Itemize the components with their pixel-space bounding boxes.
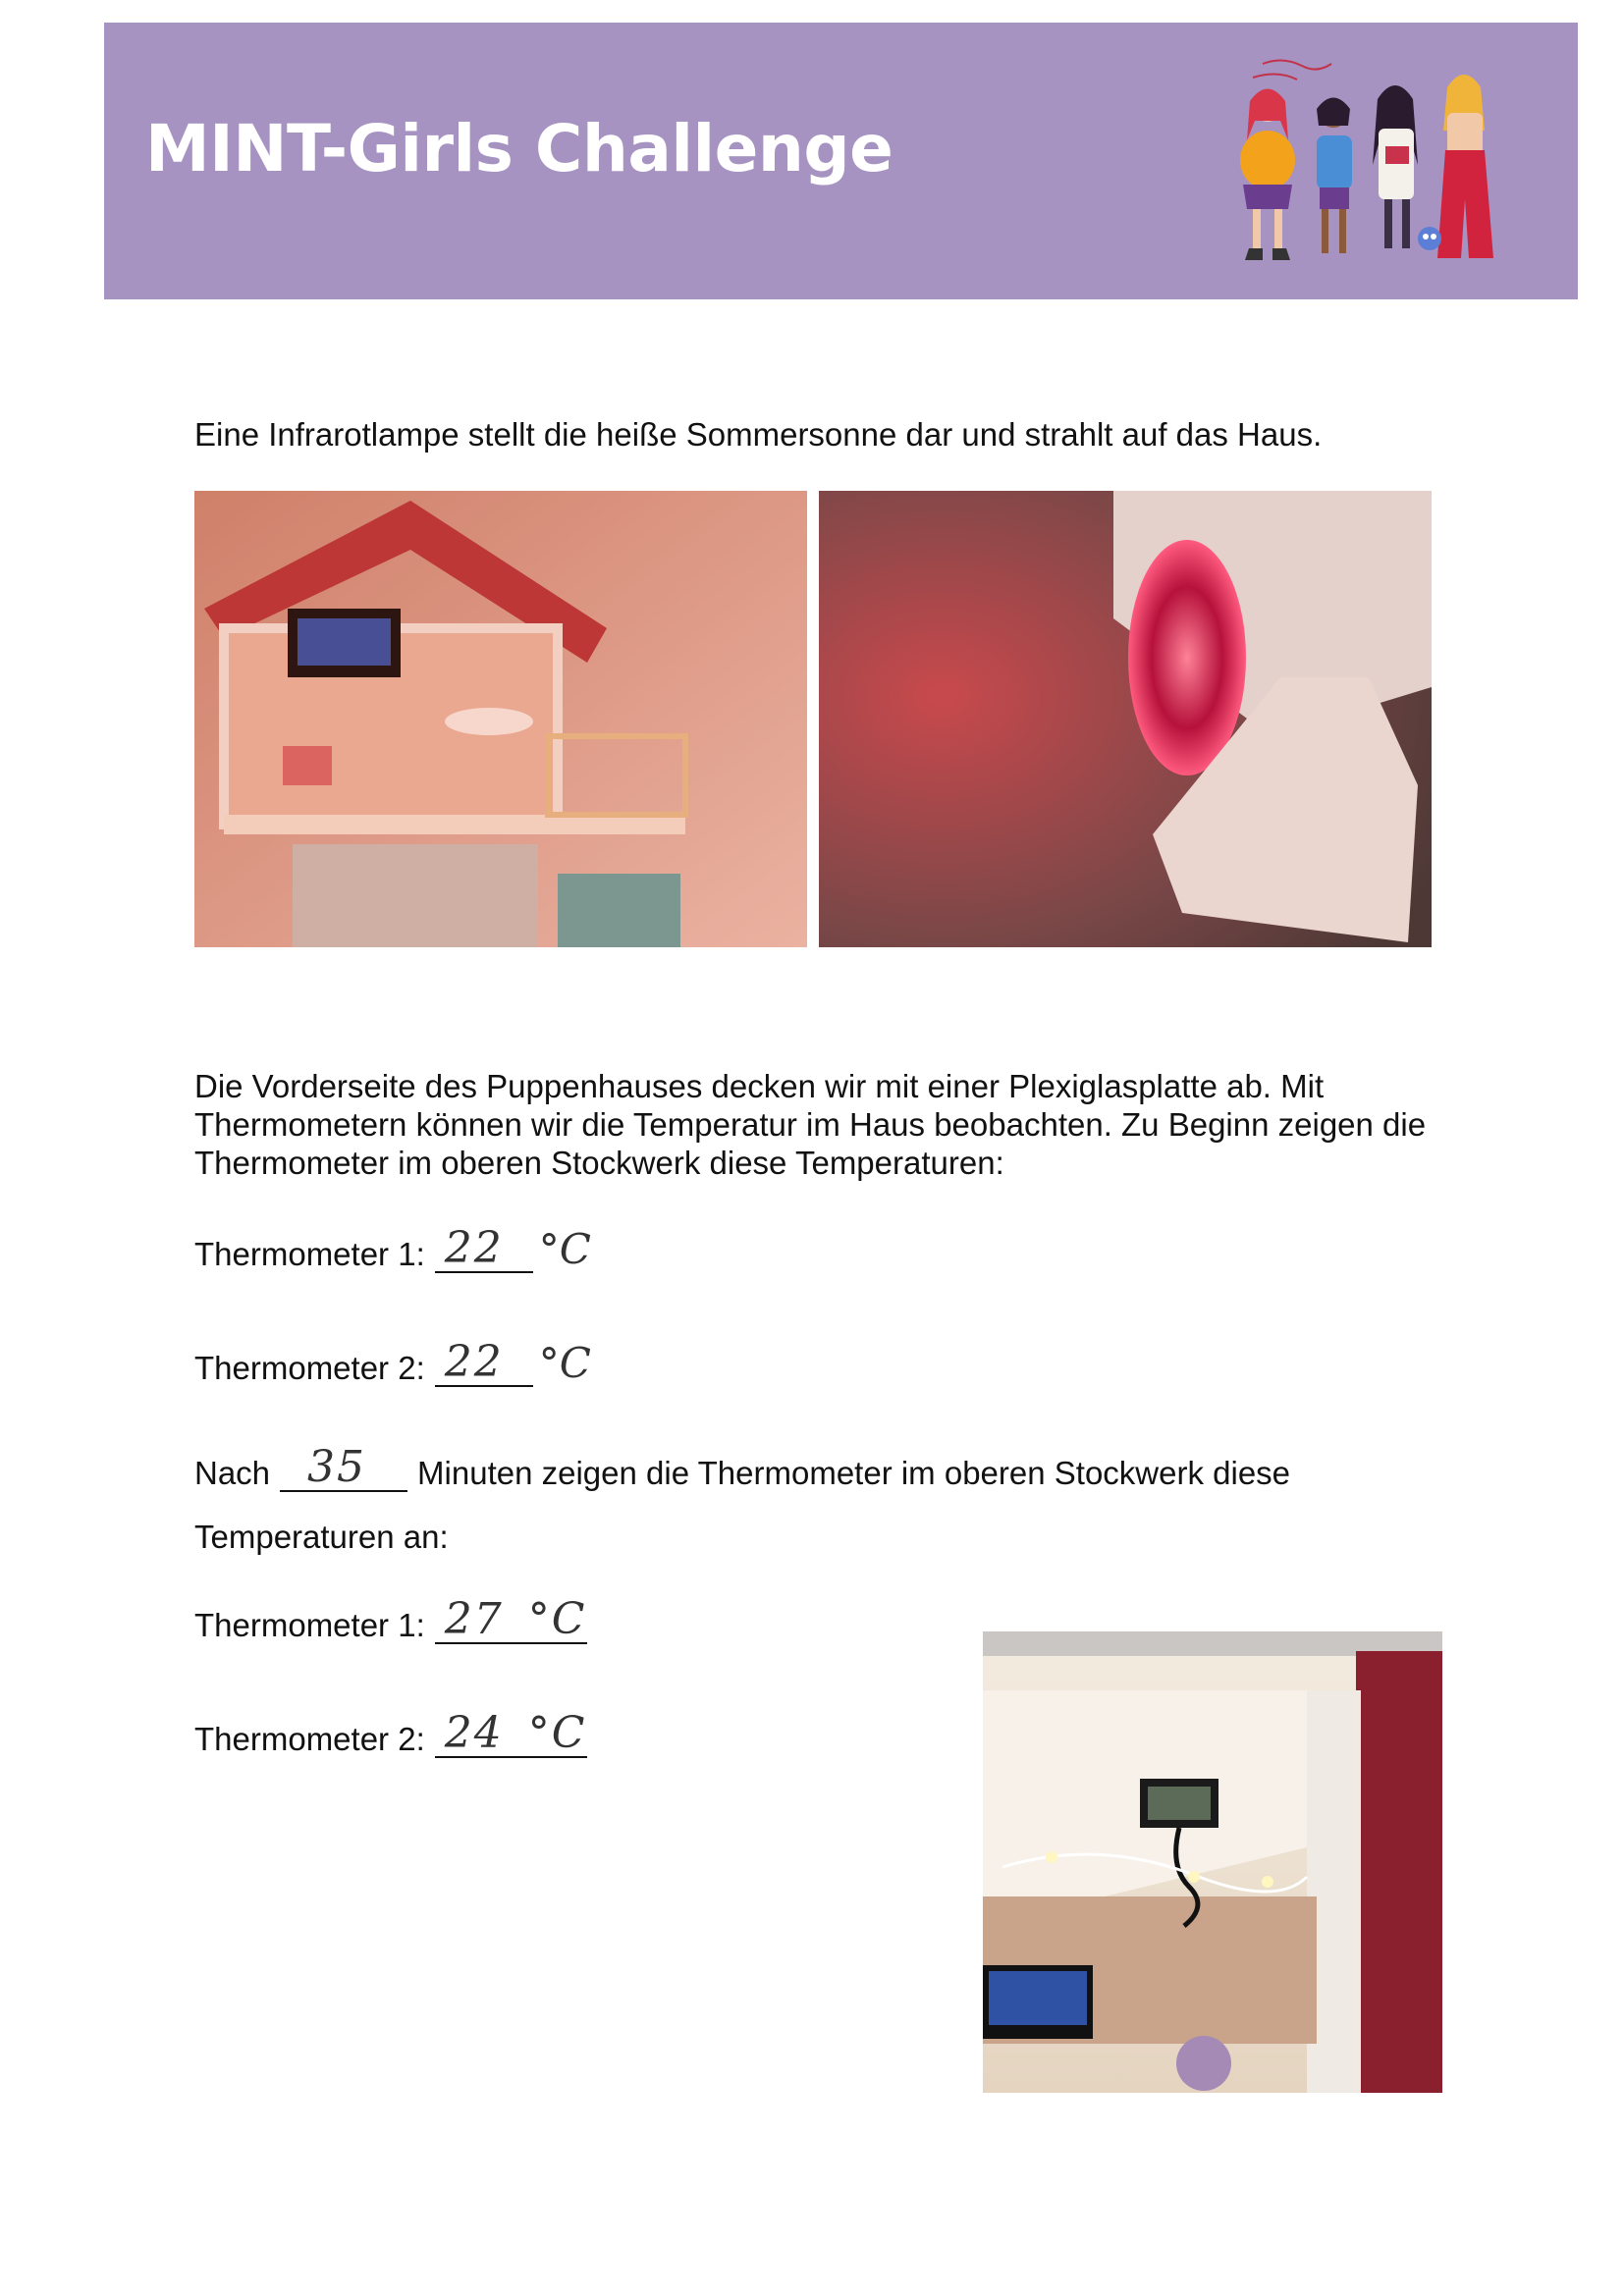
elapsed-time-line (194, 1442, 1291, 1492)
page-title: MINT-Girls Challenge (145, 111, 893, 187)
elapsed-minutes-field[interactable] (280, 1442, 407, 1492)
thermometer-in-dollhouse-photo (983, 1631, 1442, 2093)
reading-unit: °C (527, 1708, 587, 1758)
reading-value: 22 (444, 1337, 504, 1387)
reading-label: Thermometer 1: (194, 1236, 425, 1272)
reading-value: 27 (444, 1594, 504, 1644)
infrared-lamp-photo (819, 491, 1432, 947)
mint-girls-illustration (1223, 52, 1547, 283)
reading-label: Thermometer 1: (194, 1607, 425, 1643)
reading-unit: °C (527, 1594, 587, 1644)
end-reading-2 (194, 1708, 587, 1758)
elapsed-prefix: Nach (194, 1455, 271, 1491)
reading-value-field[interactable] (435, 1223, 533, 1273)
end-reading-1 (194, 1594, 587, 1644)
reading-label: Thermometer 2: (194, 1721, 425, 1757)
elapsed-minutes: 35 (307, 1442, 367, 1492)
start-reading-2 (194, 1339, 591, 1387)
dollhouse-photo (194, 491, 807, 947)
reading-unit: °C (538, 1225, 591, 1273)
reading-value-field[interactable] (435, 1337, 533, 1387)
reading-value-field[interactable] (435, 1708, 587, 1758)
elapsed-suffix: Minuten zeigen die Thermometer im oberen Stockwerk diese (417, 1455, 1291, 1491)
elapsed-continuation: Temperaturen an: (194, 1519, 449, 1555)
intro-text: Eine Infrarotlampe stellt die heiße Sommersonne dar und strahlt auf das Haus. (194, 416, 1323, 453)
header-banner (104, 23, 1578, 299)
reading-unit: °C (538, 1339, 591, 1387)
reading-value: 22 (444, 1223, 504, 1273)
start-reading-1 (194, 1225, 591, 1273)
reading-value-field[interactable] (435, 1594, 587, 1644)
reading-label: Thermometer 2: (194, 1350, 425, 1386)
reading-value: 24 (444, 1708, 504, 1758)
description-text: Die Vorderseite des Puppenhauses decken wir mit einer Plexiglasplatte ab. Mit Thermometern können wir die Temperatur im Haus beobachten. Zu Beginn zeigen die Thermometer im oberen Stockwerk diese Temperaturen: (194, 1068, 1427, 1181)
